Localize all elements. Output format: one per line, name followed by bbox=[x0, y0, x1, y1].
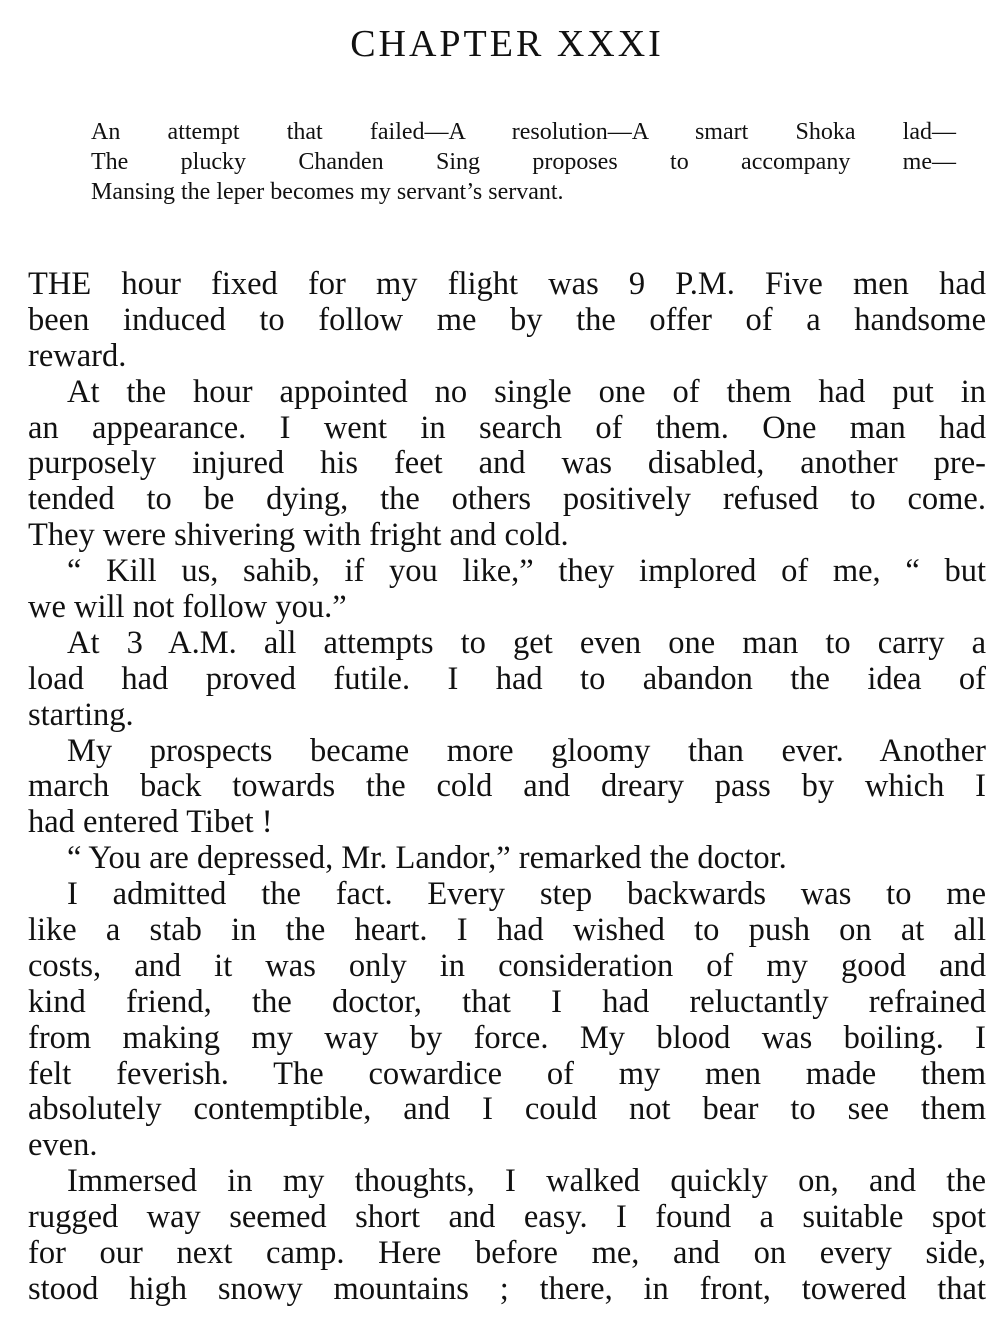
book-page bbox=[28, 0, 986, 1330]
body-line bbox=[28, 626, 986, 662]
body-line-text: Immersed in my thoughts, I walked quickly on, and the bbox=[67, 1163, 986, 1200]
body-line-text: tended to be dying, the others positively refused to come. bbox=[28, 481, 986, 518]
body-line-text: “ Kill us, sahib, if you like,” they implored of me, “ but bbox=[67, 553, 986, 590]
body-line-text: for our next camp. Here before me, and on every side, bbox=[28, 1235, 986, 1272]
chapter-title: CHAPTER XXXI bbox=[350, 23, 664, 65]
body-line bbox=[28, 662, 986, 698]
body-line bbox=[28, 1236, 986, 1272]
body-line bbox=[28, 1021, 986, 1057]
body-line-text: kind friend, the doctor, that I had reluctantly refrained bbox=[28, 983, 986, 1020]
body-line bbox=[28, 303, 986, 339]
body-line-text: At 3 A.M. all attempts to get even one man to carry a bbox=[67, 624, 986, 661]
body-line bbox=[28, 1128, 986, 1164]
body-line-text: march back towards the cold and dreary pass by which I bbox=[28, 768, 986, 805]
body-line bbox=[28, 1272, 986, 1308]
body-line bbox=[28, 590, 986, 626]
body-line bbox=[28, 734, 986, 770]
body-line-text: At the hour appointed no single one of them had put in bbox=[67, 373, 986, 410]
body-line-text: absolutely contemptible, and I could not bear to see them bbox=[28, 1091, 986, 1128]
body-line bbox=[28, 446, 986, 482]
body-line bbox=[28, 698, 986, 734]
body-line-text: rugged way seemed short and easy. I found a suitable spot bbox=[28, 1199, 986, 1236]
body-line-text: had entered Tibet ! bbox=[28, 804, 273, 841]
body-line bbox=[28, 339, 986, 375]
body-line-text: even. bbox=[28, 1127, 98, 1164]
body-line-text: I admitted the fact. Every step backwards was to me bbox=[67, 876, 986, 913]
body-line-text: They were shivering with fright and cold. bbox=[28, 517, 569, 554]
body-line-text: an appearance. I went in search of them. One man had bbox=[28, 409, 986, 446]
body-line bbox=[28, 1092, 986, 1128]
body-line-text: THE hour fixed for my flight was 9 P.M. Five men had bbox=[28, 266, 986, 302]
synopsis-line: An attempt that failed—A resolution—A smart Shoka lad— bbox=[91, 119, 956, 145]
chapter-synopsis bbox=[91, 117, 956, 207]
body-line bbox=[28, 769, 986, 805]
body-line bbox=[28, 805, 986, 841]
body-line-text: we will not follow you.” bbox=[28, 589, 347, 626]
body-line bbox=[28, 841, 986, 877]
body-line bbox=[28, 482, 986, 518]
body-line bbox=[28, 267, 986, 303]
body-line-text: from making my way by force. My blood was boiling. I bbox=[28, 1019, 986, 1056]
body-line-text: My prospects became more gloomy than ever. Another bbox=[67, 732, 986, 769]
body-line-text: “ You are depressed, Mr. Landor,” remarked the doctor. bbox=[67, 840, 787, 877]
body-line bbox=[28, 554, 986, 590]
synopsis-line: Mansing the leper becomes my servant’s servant. bbox=[91, 179, 564, 205]
body-line bbox=[28, 877, 986, 913]
body-line-text: like a stab in the heart. I had wished to push on at all bbox=[28, 912, 986, 949]
body-line bbox=[28, 518, 986, 554]
body-line bbox=[28, 1200, 986, 1236]
body-line-text: load had proved futile. I had to abandon the idea of bbox=[28, 660, 986, 697]
body-line-text: purposely injured his feet and was disabled, another pre- bbox=[28, 445, 986, 482]
body-line bbox=[28, 1164, 986, 1200]
chapter-body bbox=[28, 267, 986, 1308]
body-line bbox=[28, 949, 986, 985]
body-line-text: costs, and it was only in consideration of my good and bbox=[28, 947, 986, 984]
body-line-text: been induced to follow me by the offer of a handsome bbox=[28, 301, 986, 338]
body-line bbox=[28, 375, 986, 411]
body-line-text: reward. bbox=[28, 337, 127, 374]
body-line bbox=[28, 913, 986, 949]
body-line-text: starting. bbox=[28, 696, 134, 733]
body-line bbox=[28, 1057, 986, 1093]
body-line-text: stood high snowy mountains ; there, in front, towered that bbox=[28, 1270, 986, 1307]
body-line bbox=[28, 985, 986, 1021]
synopsis-line: The plucky Chanden Sing proposes to accompany me— bbox=[91, 149, 956, 175]
body-line-text: felt feverish. The cowardice of my men made them bbox=[28, 1055, 986, 1092]
body-line bbox=[28, 411, 986, 447]
